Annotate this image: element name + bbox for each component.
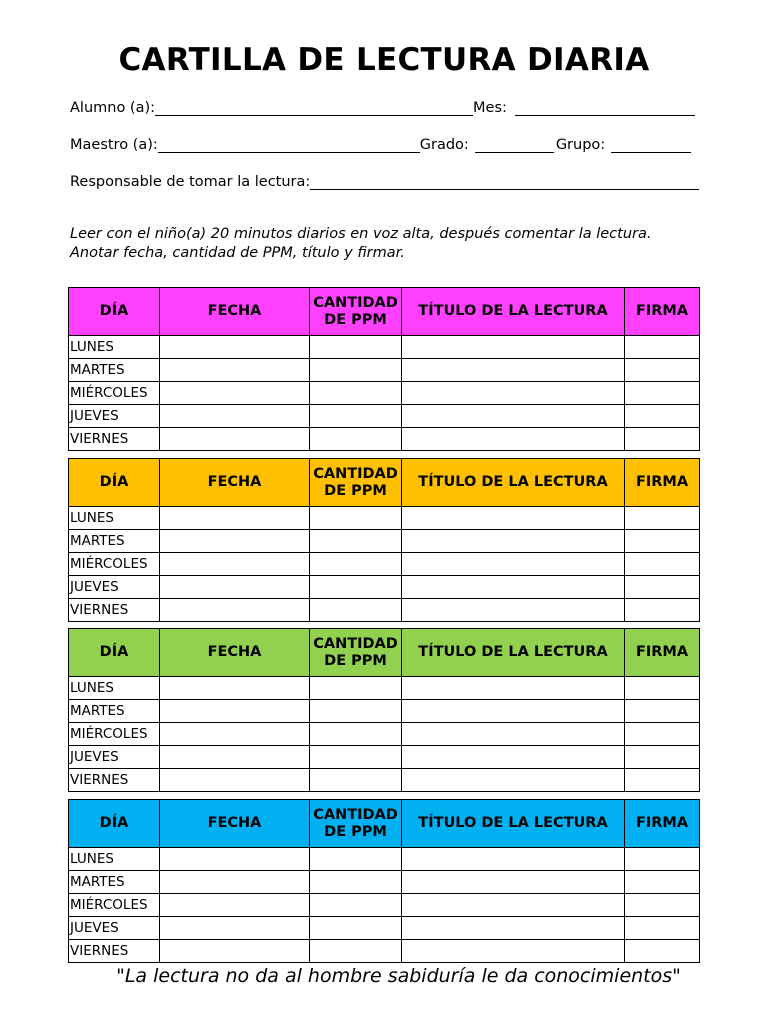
cantidad-cell[interactable]	[310, 917, 402, 940]
titulo-cell[interactable]	[402, 553, 625, 576]
table-row	[69, 894, 700, 917]
maestro-input-line[interactable]	[158, 136, 420, 153]
cantidad-header-line-2: DE PPM	[324, 482, 387, 499]
closing-quote: "La lectura no da al hombre sabiduría le da conocimientos"	[116, 965, 681, 987]
titulo-header: TÍTULO DE LA LECTURA	[402, 288, 625, 336]
fecha-cell[interactable]	[160, 677, 310, 700]
fecha-header: FECHA	[160, 288, 310, 336]
reading-table-week-4	[68, 799, 700, 963]
cantidad-cell[interactable]	[310, 599, 402, 622]
cantidad-header-line-1: CANTIDAD	[313, 806, 398, 823]
cantidad-cell[interactable]	[310, 769, 402, 792]
firma-header: FIRMA	[625, 288, 700, 336]
fecha-cell[interactable]	[160, 940, 310, 963]
day-cell: JUEVES	[69, 746, 160, 769]
reading-table-week-1	[68, 287, 700, 451]
responsable-field-row	[70, 168, 699, 190]
table-row	[69, 746, 700, 769]
day-cell: JUEVES	[69, 917, 160, 940]
cantidad-cell[interactable]	[310, 382, 402, 405]
fecha-cell[interactable]	[160, 382, 310, 405]
alumno-label: Alumno (a):	[70, 100, 156, 116]
fecha-cell[interactable]	[160, 848, 310, 871]
titulo-header: TÍTULO DE LA LECTURA	[402, 800, 625, 848]
fecha-cell[interactable]	[160, 553, 310, 576]
table-header-row	[69, 800, 700, 848]
day-cell: MIÉRCOLES	[69, 382, 160, 405]
cantidad-header-line-2: DE PPM	[324, 311, 387, 328]
fecha-cell[interactable]	[160, 576, 310, 599]
maestro-label: Maestro (a):	[70, 137, 158, 153]
fecha-cell[interactable]	[160, 359, 310, 382]
reading-table-week-3	[68, 628, 700, 792]
cantidad-header	[310, 629, 402, 677]
cantidad-cell[interactable]	[310, 507, 402, 530]
titulo-cell[interactable]	[402, 382, 625, 405]
table-row	[69, 359, 700, 382]
titulo-cell[interactable]	[402, 677, 625, 700]
day-cell: LUNES	[69, 507, 160, 530]
titulo-cell[interactable]	[402, 359, 625, 382]
titulo-cell[interactable]	[402, 507, 625, 530]
fecha-cell[interactable]	[160, 723, 310, 746]
mes-label: Mes:	[473, 100, 507, 116]
cantidad-header	[310, 800, 402, 848]
titulo-cell[interactable]	[402, 848, 625, 871]
day-cell: JUEVES	[69, 576, 160, 599]
day-cell: MARTES	[69, 871, 160, 894]
fecha-header: FECHA	[160, 459, 310, 507]
instructions	[70, 225, 710, 263]
day-cell: VIERNES	[69, 769, 160, 792]
day-cell: LUNES	[69, 848, 160, 871]
titulo-cell[interactable]	[402, 428, 625, 451]
fecha-header: FECHA	[160, 800, 310, 848]
firma-cell[interactable]	[625, 599, 700, 622]
firma-cell[interactable]	[625, 940, 700, 963]
fecha-cell[interactable]	[160, 700, 310, 723]
titulo-cell[interactable]	[402, 576, 625, 599]
firma-cell[interactable]	[625, 359, 700, 382]
cantidad-header-line-2: DE PPM	[324, 652, 387, 669]
firma-cell[interactable]	[625, 746, 700, 769]
table-row	[69, 917, 700, 940]
fecha-cell[interactable]	[160, 894, 310, 917]
cantidad-cell[interactable]	[310, 405, 402, 428]
alumno-field-row	[70, 94, 695, 116]
table-row	[69, 723, 700, 746]
fecha-cell[interactable]	[160, 917, 310, 940]
table-row	[69, 530, 700, 553]
table-row	[69, 336, 700, 359]
day-cell: VIERNES	[69, 428, 160, 451]
firma-cell[interactable]	[625, 382, 700, 405]
fecha-header: FECHA	[160, 629, 310, 677]
day-cell: MIÉRCOLES	[69, 894, 160, 917]
day-cell: LUNES	[69, 677, 160, 700]
firma-cell[interactable]	[625, 507, 700, 530]
table-row	[69, 599, 700, 622]
table-row	[69, 507, 700, 530]
table-row	[69, 871, 700, 894]
firma-cell[interactable]	[625, 871, 700, 894]
dia-header: DÍA	[69, 629, 160, 677]
titulo-header: TÍTULO DE LA LECTURA	[402, 459, 625, 507]
titulo-cell[interactable]	[402, 871, 625, 894]
titulo-cell[interactable]	[402, 405, 625, 428]
table-row	[69, 700, 700, 723]
cantidad-header-line-2: DE PPM	[324, 823, 387, 840]
cantidad-cell[interactable]	[310, 530, 402, 553]
day-cell: MARTES	[69, 359, 160, 382]
cantidad-cell[interactable]	[310, 576, 402, 599]
cantidad-header	[310, 459, 402, 507]
table-row	[69, 940, 700, 963]
titulo-cell[interactable]	[402, 723, 625, 746]
table-row	[69, 848, 700, 871]
cantidad-header-line-1: CANTIDAD	[313, 465, 398, 482]
titulo-cell[interactable]	[402, 894, 625, 917]
alumno-input-line[interactable]	[155, 99, 473, 116]
cantidad-cell[interactable]	[310, 336, 402, 359]
table-row	[69, 428, 700, 451]
fecha-cell[interactable]	[160, 336, 310, 359]
cantidad-header	[310, 288, 402, 336]
grupo-input-line[interactable]	[611, 136, 691, 153]
firma-cell[interactable]	[625, 576, 700, 599]
firma-cell[interactable]	[625, 848, 700, 871]
cantidad-header-line-1: CANTIDAD	[313, 294, 398, 311]
titulo-cell[interactable]	[402, 530, 625, 553]
day-cell: MIÉRCOLES	[69, 553, 160, 576]
firma-cell[interactable]	[625, 530, 700, 553]
day-cell: MARTES	[69, 700, 160, 723]
firma-header: FIRMA	[625, 629, 700, 677]
titulo-cell[interactable]	[402, 917, 625, 940]
firma-header: FIRMA	[625, 459, 700, 507]
cantidad-cell[interactable]	[310, 700, 402, 723]
titulo-cell[interactable]	[402, 746, 625, 769]
table-header-row	[69, 288, 700, 336]
grupo-label: Grupo:	[555, 137, 606, 153]
cantidad-cell[interactable]	[310, 746, 402, 769]
table-row	[69, 677, 700, 700]
day-cell: JUEVES	[69, 405, 160, 428]
firma-cell[interactable]	[625, 917, 700, 940]
firma-cell[interactable]	[625, 428, 700, 451]
fecha-cell[interactable]	[160, 428, 310, 451]
responsable-input-line[interactable]	[310, 173, 699, 190]
fecha-cell[interactable]	[160, 405, 310, 428]
table-row	[69, 553, 700, 576]
titulo-cell[interactable]	[402, 336, 625, 359]
titulo-cell[interactable]	[402, 769, 625, 792]
table-row	[69, 769, 700, 792]
fecha-cell[interactable]	[160, 871, 310, 894]
cantidad-cell[interactable]	[310, 894, 402, 917]
dia-header: DÍA	[69, 459, 160, 507]
cantidad-cell[interactable]	[310, 723, 402, 746]
dia-header: DÍA	[69, 288, 160, 336]
table-row	[69, 405, 700, 428]
fecha-cell[interactable]	[160, 746, 310, 769]
maestro-field-row	[70, 131, 691, 153]
cantidad-cell[interactable]	[310, 848, 402, 871]
fecha-cell[interactable]	[160, 769, 310, 792]
day-cell: MARTES	[69, 530, 160, 553]
table-row	[69, 576, 700, 599]
firma-cell[interactable]	[625, 677, 700, 700]
instructions-line-1: Leer con el niño(a) 20 minutos diarios en voz alta, después comentar la lectura.	[70, 226, 652, 242]
titulo-cell[interactable]	[402, 700, 625, 723]
cantidad-header-line-1: CANTIDAD	[313, 635, 398, 652]
fecha-cell[interactable]	[160, 599, 310, 622]
firma-cell[interactable]	[625, 553, 700, 576]
day-cell: VIERNES	[69, 940, 160, 963]
firma-cell[interactable]	[625, 336, 700, 359]
page-title: CARTILLA DE LECTURA DIARIA	[118, 42, 650, 78]
cantidad-cell[interactable]	[310, 677, 402, 700]
table-row	[69, 382, 700, 405]
titulo-header: TÍTULO DE LA LECTURA	[402, 629, 625, 677]
firma-cell[interactable]	[625, 700, 700, 723]
table-header-row	[69, 629, 700, 677]
cantidad-cell[interactable]	[310, 428, 402, 451]
reading-table-week-2	[68, 458, 700, 622]
firma-header: FIRMA	[625, 800, 700, 848]
firma-cell[interactable]	[625, 405, 700, 428]
cantidad-cell[interactable]	[310, 871, 402, 894]
fecha-cell[interactable]	[160, 507, 310, 530]
firma-cell[interactable]	[625, 723, 700, 746]
firma-cell[interactable]	[625, 769, 700, 792]
titulo-cell[interactable]	[402, 940, 625, 963]
firma-cell[interactable]	[625, 894, 700, 917]
grado-input-line[interactable]	[475, 136, 554, 153]
table-header-row	[69, 459, 700, 507]
cantidad-cell[interactable]	[310, 553, 402, 576]
responsable-label: Responsable de tomar la lectura:	[70, 174, 310, 190]
day-cell: LUNES	[69, 336, 160, 359]
day-cell: VIERNES	[69, 599, 160, 622]
dia-header: DÍA	[69, 800, 160, 848]
mes-input-line[interactable]	[515, 99, 695, 116]
grado-label: Grado:	[419, 137, 469, 153]
fecha-cell[interactable]	[160, 530, 310, 553]
day-cell: MIÉRCOLES	[69, 723, 160, 746]
cantidad-cell[interactable]	[310, 359, 402, 382]
cantidad-cell[interactable]	[310, 940, 402, 963]
instructions-line-2: Anotar fecha, cantidad de PPM, título y firmar.	[70, 245, 405, 261]
titulo-cell[interactable]	[402, 599, 625, 622]
